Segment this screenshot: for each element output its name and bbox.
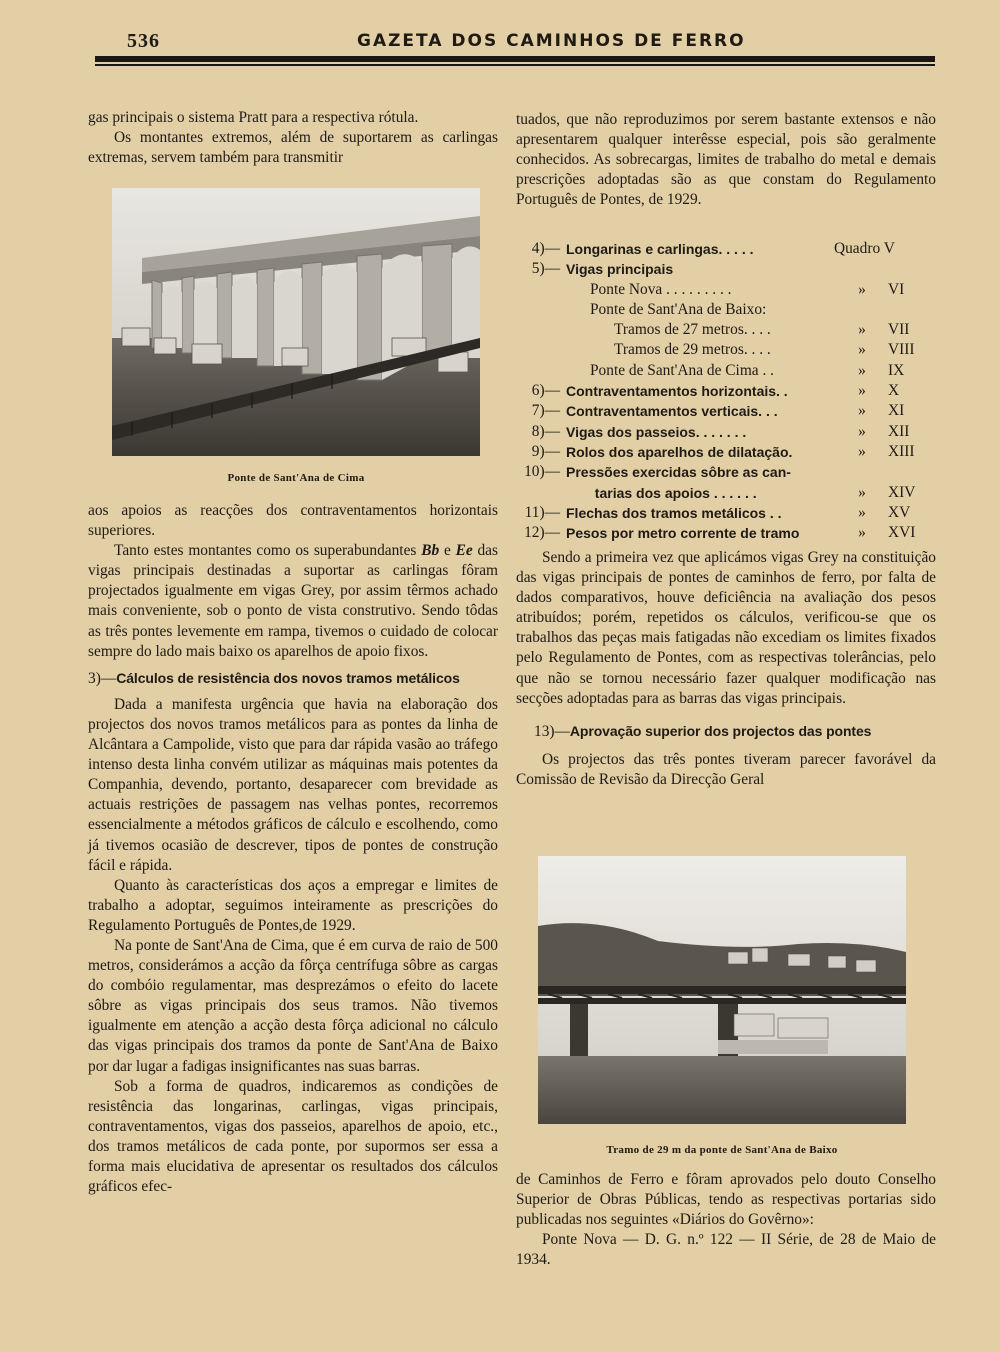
paragraph: Quanto às características dos aços a empregar e limites de trabalho a adoptar, seguimos inteiramente as prescrições do Regulamento Português de Pontes,de 1929. <box>88 876 498 934</box>
table-row <box>516 361 936 381</box>
section-heading <box>88 668 498 689</box>
table-row-label: Ponte de Sant'Ana de Baixo: <box>590 300 767 318</box>
table-row-ditto: » <box>858 422 866 440</box>
table-row-quadro: XIII <box>888 442 915 460</box>
text-run: e <box>439 542 456 560</box>
right-column-middle <box>516 548 936 790</box>
table-row-label: tarias dos apoios . . . . . . <box>594 484 757 501</box>
section-title: Cálculos de resistência dos novos tramos metálicos <box>116 669 460 686</box>
table-row-quadro: XII <box>888 422 910 440</box>
paragraph: Na ponte de Sant'Ana de Cima, que é em curva de raio de 500 metros, considerámos a acção da fôrça centrífuga sôbre as cargas do combóio regulamentar, mas desprezámos o efeito do lacete sôbre as vigas principais dos seus tramos. Não tivemos igualmente em atenção a acção desta fôrça adicional no cálculo das vigas principais dos tramos da ponte de Sant'Ana de Baixo por dar lugar a fadigas insignificantes nas suas barras. <box>88 936 498 1075</box>
figure-bridge <box>538 856 906 1156</box>
left-column-top <box>88 108 498 168</box>
table-row-quadro: VIII <box>888 341 915 359</box>
paragraph <box>88 541 498 662</box>
table-row <box>516 503 936 523</box>
table-row-label: Ponte Nova . . . . . . . . . <box>590 280 732 298</box>
section-title: Aprovação superior dos projectos das pontes <box>569 722 872 739</box>
table-row <box>516 280 936 300</box>
table-row-label: Vigas dos passeios. . . . . . . <box>566 423 747 440</box>
table-row <box>516 422 936 442</box>
table-row <box>516 340 936 360</box>
table-row-quadro: XI <box>888 402 905 420</box>
aqueduct-photo-image <box>112 188 480 456</box>
table-row-ditto: » <box>858 524 866 542</box>
bridge-photo <box>538 856 906 1124</box>
paragraph: gas principais o sistema Pratt para a respectiva rótula. <box>88 109 419 126</box>
table-row-ditto: » <box>858 483 866 501</box>
page-header <box>95 28 935 68</box>
table-row-label: Contraventamentos horizontais. . <box>566 383 788 400</box>
table-row <box>516 401 936 421</box>
table-row <box>516 300 936 320</box>
paragraph: de Caminhos de Ferro e fôram aprovados pelo douto Conselho Superior de Obras Públicas, tendo as respectivas portarias sido publicadas nos seguintes «Diários do Govêrno»: <box>516 1171 936 1229</box>
table-row-number: 11)— <box>524 503 560 521</box>
table-row-label: Flechas dos tramos metálicos . . <box>566 504 782 521</box>
figure-aqueduct <box>112 188 480 493</box>
table-row-label: Contraventamentos verticais. . . <box>566 403 778 420</box>
paragraph: Os montantes extremos, além de suportarem as carlingas extremas, servem também para transmitir <box>88 129 498 167</box>
right-column-bottom <box>516 1170 936 1270</box>
paragraph: Os projectos das três pontes tiveram parecer favorável da Comissão de Revisão da Direcção Geral <box>516 750 936 788</box>
table-row-quadro: XIV <box>888 483 916 501</box>
table-row-label: Tramos de 29 metros. . . . <box>614 341 771 359</box>
paragraph: Sob a forma de quadros, indicaremos as condições de resistência das longarinas, carlingas, vigas principais, contraventamentos, vigas dos passeios, aparelhos de apoio, etc., dos tramos metálicos de cada ponte, por supormos ser essa a forma mais elucidativa de apresentar os resultados dos cálculos gráficos efec- <box>88 1077 498 1196</box>
table-row-number: 6)— <box>531 382 560 400</box>
table-row-number: 7)— <box>531 402 560 420</box>
table-row-label: Ponte de Sant'Ana de Cima . . <box>590 361 775 379</box>
section-number: 3)— <box>88 669 117 687</box>
text-run: Tanto estes montantes como os superabundantes <box>114 542 422 560</box>
table-row-label: Rolos dos aparelhos de dilatação. <box>566 443 793 460</box>
table-row-number: 8)— <box>531 422 560 440</box>
table-row-ditto: » <box>858 321 866 339</box>
figure-caption: Tramo de 29 m da ponte de Sant'Ana de Baixo <box>606 1144 838 1156</box>
table-row-ditto: » <box>858 402 866 420</box>
table-row-number: 9)— <box>531 442 560 460</box>
table-row-quadro: XVI <box>888 524 916 542</box>
paragraph: Sendo a primeira vez que aplicámos vigas Grey na constituição das vigas principais de pontes de caminhos de ferro, por falta de dados comparativos, houve deficiência na avaliação dos pesos atribuídos; porém, repetidos os cálculos, verificou-se que os trabalhos das peças mais fatigadas não excediam os limites fixados pelo Regulamento de Pontes, com as respectivas tolerâncias, pelo que não se tornou necessário fazer qualquer modificação nas secções adoptadas para as barras das vigas principais. <box>516 549 936 707</box>
table-row-quadro: Quadro V <box>834 240 895 257</box>
table-row-label: Pesos por metro corrente de tramo <box>566 525 800 542</box>
table-row-ditto: » <box>858 382 866 400</box>
section-heading <box>516 721 936 742</box>
table-row-number: 4)— <box>531 240 560 257</box>
bridge-photo-image <box>538 856 906 1124</box>
table-row-quadro: VI <box>888 280 905 298</box>
paragraph: Ponte Nova — D. G. n.º 122 — II Série, de 28 de Maio de 1934. <box>516 1231 936 1269</box>
text-run: Bb <box>421 542 440 560</box>
table-row <box>516 381 936 401</box>
right-column-top <box>516 110 936 210</box>
table-row-quadro: XV <box>888 503 911 521</box>
table-row-ditto: » <box>858 341 866 359</box>
table-row-quadro: VII <box>888 321 910 339</box>
table-row <box>516 462 936 482</box>
table-row-label: Tramos de 27 metros. . . . <box>614 321 771 339</box>
table-row-quadro: IX <box>888 361 905 379</box>
table-row <box>516 483 936 503</box>
text-run: das vigas principais destinadas a suportar as carlingas fôram projectados igualmente em vigas Grey, por assim têrmos achado mais conveniente, sob o ponto de vista construtivo. Sendo tôdas as três pontes levemente em rampa, tivemos o cuidado de colocar sempre do lado mais baixo os aparelhos de apoio fixos. <box>88 542 498 660</box>
table-row <box>516 259 936 279</box>
table-row-ditto: » <box>858 503 866 521</box>
table-row-ditto: » <box>858 361 866 379</box>
quadros-table <box>516 239 936 543</box>
table-row-quadro: X <box>888 382 900 400</box>
aqueduct-photo <box>112 188 480 456</box>
table-row-label: Vigas principais <box>566 261 674 278</box>
table-row <box>516 239 936 259</box>
paragraph: tuados, que não reproduzimos por serem bastante extensos e não apresentarem qualquer interêsse especial, pois são geralmente conhecidos. As sobrecargas, limites de trabalho do metal e demais prescrições adoptadas são as que constam do Regulamento Português de Pontes, de 1929. <box>516 111 936 209</box>
paragraph: aos apoios as reacções dos contraventamentos horizontais superiores. <box>88 502 498 540</box>
journal-title: GAZETA DOS CAMINHOS DE FERRO <box>357 31 746 51</box>
table-row <box>516 320 936 340</box>
table-row-ditto: » <box>858 280 866 298</box>
table-row <box>516 442 936 462</box>
table-row-number: 10)— <box>524 463 560 481</box>
header-rule-thick <box>95 56 935 62</box>
table-row-label: Pressões exercidas sôbre as can- <box>566 464 791 481</box>
page-number: 536 <box>127 30 160 52</box>
section-number: 13)— <box>534 722 570 740</box>
left-column-bottom <box>88 501 498 1197</box>
table-row-ditto: » <box>858 442 866 460</box>
table-row-number: 5)— <box>531 260 560 278</box>
text-run: Ee <box>455 542 473 560</box>
figure-caption: Ponte de Sant'Ana de Cima <box>227 472 365 484</box>
paragraph: Dada a manifesta urgência que havia na elaboração dos projectos dos novos tramos metálicos para as pontes da linha de Alcântara a Campolide, visto que para dar rápida vasão ao tráfego intenso desta linha convém utilizar as máquinas mais potentes da Companhia, devendo, portanto, desaparecer com brevidade as actuais restrições de passagem nas velhas pontes, recorremos essencialmente a métodos gráficos de cálculo e escolhendo, como já tivemos ocasião de descrever, tipos de pontes de construção fácil e rápida. <box>88 695 498 874</box>
table-row <box>516 523 936 543</box>
table-row-label: Longarinas e carlingas. . . . . <box>566 241 754 257</box>
table-row-number: 12)— <box>524 524 560 542</box>
header-rule-thin <box>95 64 935 66</box>
